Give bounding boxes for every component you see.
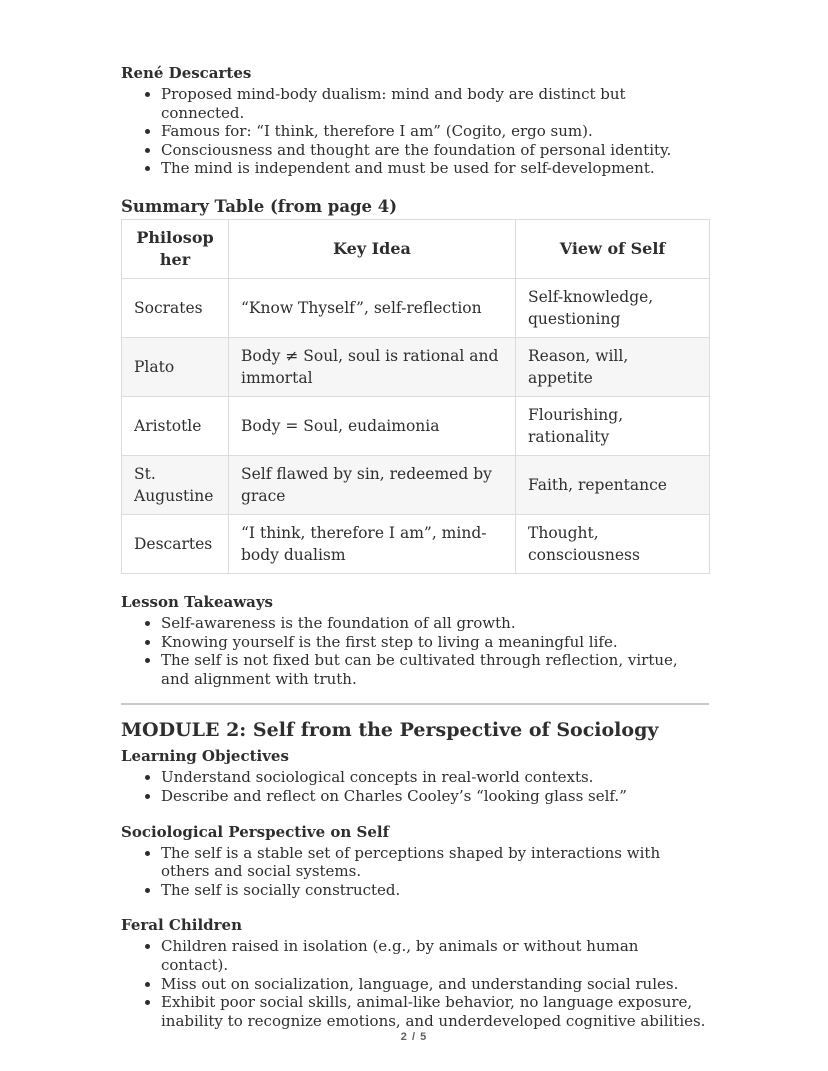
column-header-key-idea: Key Idea [229,219,516,278]
bullet-list [121,85,709,178]
section-sociological-perspective [121,823,709,900]
cell-philosopher: Aristotle [122,396,229,455]
cell-view-of-self: Reason, will, appetite [516,337,710,396]
cell-view-of-self: Faith, repentance [516,455,710,514]
cell-view-of-self: Thought, consciousness [516,514,710,573]
module2-title: MODULE 2: Self from the Perspective of Sociology [121,719,659,742]
table-row [122,514,710,573]
section-divider [121,703,709,705]
list-item: • Consciousness and thought are the foundation of personal identity. [161,141,709,160]
section-heading: Lesson Takeaways [121,592,274,611]
section-rene-descartes [121,64,709,178]
cell-philosopher: Socrates [122,278,229,337]
cell-philosopher: Descartes [122,514,229,573]
table-row [122,278,710,337]
section-feral-children [121,916,709,1030]
section-learning-objectives [121,747,709,805]
list-item: • The self is socially constructed. [161,881,709,900]
list-item: • The self is a stable set of perceptions shaped by interactions with others and social systems. [161,844,709,881]
list-item: • The mind is independent and must be used for self-development. [161,159,709,178]
cell-key-idea: Self flawed by sin, redeemed by grace [229,455,516,514]
summary-table [121,219,710,574]
table-row [122,337,710,396]
table-row [122,455,710,514]
section-heading: Sociological Perspective on Self [121,822,390,841]
list-item: • Self-awareness is the foundation of all growth. [161,614,709,633]
list-item: • Knowing yourself is the first step to living a meaningful life. [161,633,709,652]
cell-view-of-self: Self-knowledge, questioning [516,278,710,337]
column-header-philosopher: Philosopher [122,219,229,278]
bullet-list [121,844,709,900]
list-item: • Proposed mind-body dualism: mind and body are distinct but connected. [161,85,709,122]
section-lesson-takeaways [121,593,709,688]
cell-key-idea: “I think, therefore I am”, mind-body dualism [229,514,516,573]
section-heading: René Descartes [121,64,252,82]
list-item: • Children raised in isolation (e.g., by animals or without human contact). [161,937,709,974]
cell-view-of-self: Flourishing, rationality [516,396,710,455]
cell-key-idea: “Know Thyself”, self-reflection [229,278,516,337]
summary-table-heading: Summary Table (from page 4) [121,196,398,216]
cell-key-idea: Body = Soul, eudaimonia [229,396,516,455]
column-header-view-of-self: View of Self [516,219,710,278]
list-item: • The self is not fixed but can be cultivated through reflection, virtue, and alignment with truth. [161,651,709,688]
bullet-list [121,614,709,688]
cell-philosopher: Plato [122,337,229,396]
section-heading: Feral Children [121,916,242,935]
table-header-row [122,219,710,278]
section-heading: Learning Objectives [121,747,289,766]
bullet-list [121,768,709,805]
list-item: • Describe and reflect on Charles Cooley’s “looking glass self.” [161,787,709,806]
bullet-list [121,937,709,1030]
table-row [122,396,710,455]
list-item: • Exhibit poor social skills, animal-like behavior, no language exposure, inability to recognize emotions, and underdeveloped cognitive abilities. [161,993,709,1030]
list-item: • Understand sociological concepts in real-world contexts. [161,768,709,787]
cell-key-idea: Body ≠ Soul, soul is rational and immortal [229,337,516,396]
page-content [121,64,709,1030]
cell-philosopher: St. Augustine [122,455,229,514]
list-item: • Miss out on socialization, language, and understanding social rules. [161,975,709,994]
list-item: • Famous for: “I think, therefore I am” (Cogito, ergo sum). [161,122,709,141]
page-number: 2 / 5 [400,1031,428,1043]
